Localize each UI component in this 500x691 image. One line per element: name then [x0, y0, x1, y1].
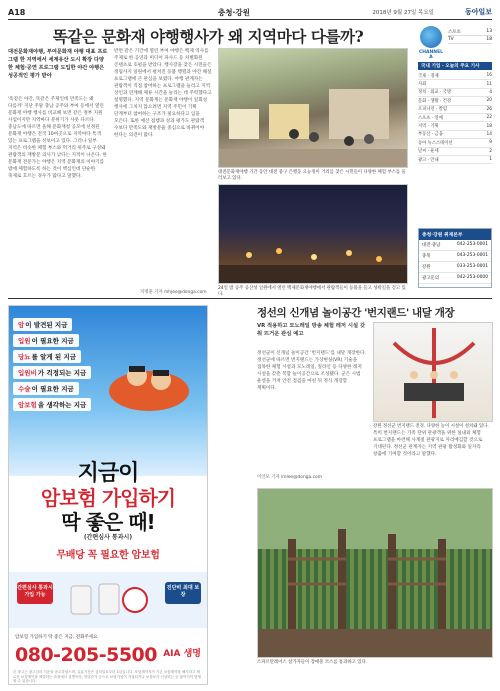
ad-headline-2: 암보험 가입하기 [40, 486, 176, 510]
ad-pill-6: 암보험 을 생각하는 지금 [13, 398, 91, 411]
ad-phone-number[interactable]: 080-205-5500 [15, 644, 157, 666]
page-number: A18 [8, 7, 26, 17]
article2-subhead: VR 적용하고 모노레일 방송 체험 레저 시설 갖춰 뜨거운 관심 예고 [257, 323, 366, 337]
race-photo-caption: 스파르탄레이스 참가자들이 장애물 코스를 통과하고 있다. [257, 660, 368, 665]
index-tag[interactable]: 스포츠 13 [448, 29, 492, 35]
insurance-ad[interactable] [8, 305, 208, 685]
bungee-ride-graphic [374, 323, 493, 422]
index-row[interactable]: 사회 11 [418, 81, 492, 88]
article1-body-col1: '똑같은 야간, 똑같은 주제인데 만족도는 왜 다를까' 지난 주말 충남 공주와 부여 등에서 열린 문화재 야행 행사를 비교해 보면 같은 정부 지원 사업이지만 지역마다 분위기가 사뭇 다르다. 충남도에 따르면 올해 문화재청 공모에 선정된 문화재 야행은 전국 10여곳으로 지역마다 특색 있는 프로그램을 선보이고 있다. 그러나 일부 지역은 비슷한 체험 부스와 먹거리 위주로 구성돼 관람객의 재방문 의사가 낮다는 지적이 나온다. 한 문화재 전문가는 야행은 지역 문화재의 이야기를 밤에 체험하도록 하는 것이 핵심인데 단순한 축제로 흐르는 경우가 많다고 말했다. [8, 97, 107, 179]
index-row[interactable]: 국제 · 경제 16 [418, 73, 492, 79]
night-festival-photo [218, 184, 408, 284]
article1-byline: 지명훈 기자 mhjee@donga.com [140, 290, 207, 295]
ride-photo-caption: 강원 정선군 번지랜드 전경. 다양한 놀이 시설이 설치돼 있다. [373, 424, 489, 429]
ad-headline-note: (간편심사 통과시) [83, 534, 133, 541]
festival-street-photo [218, 48, 408, 168]
ad-hot-box-1: 간편심사 통과시 가입 가능 [17, 582, 53, 604]
article1-body-col2: 반면 같은 기간에 열린 부여 야행은 백제 역사를 주제로 한 공연과 미디어 파사드 등 차별화된 콘텐츠로 호평을 받았다. 행사장을 찾은 시민들은 정림사지 일원에서 펼쳐진 등불 행렬과 야간 해설 프로그램에 큰 관심을 보였다. 야행 관계자는 관람객이 직접 참여하는 프로그램을 늘리고 지역 상인과 연계해 체류 시간을 늘리는 데 주력했다고 설명했다. 지역 문화계는 문화재 야행이 일회성 행사에 그치지 않으려면 지역 주민이 기획 단계부터 참여하는 구조가 필요하다고 입을 모은다. 또한 예산 집행과 성과 평가도 관람객 수보다 만족도와 재방문율 중심으로 바뀌어야 한다는 의견이 많다. [114, 49, 212, 138]
ad-product-icons [69, 578, 149, 622]
contact-line: 광고문의 042-253-0000 [419, 273, 491, 284]
obstacle-race-graphic [258, 489, 493, 658]
photo1-caption: 대전문화재야행 기간 동안 대전 중구 은행동 으능정이 거리를 찾은 시민들이 다양한 체험 부스를 둘러보고 있다. [218, 170, 406, 181]
ad-foot-text: 암보험 가입하기 딱 좋은 지금, 전화주세요 [15, 635, 98, 640]
index-list [418, 72, 492, 164]
ad-hot-box-2: 진단비 최대 보장 [165, 582, 201, 604]
article1-lead: 대전문화재야행, 부여문화재 야행 대표 프로그램 한 지역에서 세계유산 도시 확장 다양한 체험·공연 프로그램 도입한 야간 야행은 성공적인 평가 받아 [8, 49, 108, 79]
channel-a-logo-icon [420, 26, 442, 48]
index-row[interactable]: 정치 · 외교 · 국방 4 [418, 89, 492, 96]
index-row[interactable]: 광고 · 안내 1 [418, 157, 492, 163]
ad-pill-4: 입원비 가 걱정되는 지금 [13, 366, 91, 379]
header-rule [8, 19, 492, 20]
photo2-caption: 24일 밤 공주 공산성 일원에서 열린 백제문화재야행에서 관람객들이 등불을 들고 성곽길을 걷고 있다. [218, 286, 406, 297]
index-tag[interactable]: TV 18 [448, 37, 492, 42]
ad-pill-2: 입원 이 필요한 지금 [13, 334, 79, 347]
section-rule [8, 298, 492, 299]
bungee-ride-photo [373, 322, 493, 422]
index-row[interactable]: 부동산 · 금융 14 [418, 131, 492, 138]
bureau-contact-box [418, 228, 492, 288]
night-festival-graphic [219, 185, 408, 284]
index-row[interactable]: 스포츠 · 연예 22 [418, 115, 492, 121]
festival-street-graphic [219, 49, 408, 168]
ad-pill-3: 당뇨 를 알게 된 지금 [13, 350, 81, 363]
article2-headline: 정선의 신개념 놀이공간 '번지랜드' 내달 개장 [257, 307, 455, 319]
contact-title: 충청·강원 취재본부 [419, 229, 491, 240]
index-row[interactable]: 동아 뉴스스테이션 9 [418, 140, 492, 146]
channel-a-logo-text: CHANNEL A [418, 50, 444, 60]
ad-product-name: 무배당 꼭 필요한 암보험 [56, 550, 160, 561]
ad-pill-5: 수술 이 필요한 지금 [13, 382, 79, 395]
index-row[interactable]: 문화 · 생활 · 건강 20 [418, 98, 492, 104]
ad-pill-1: 암 이 발견된 지금 [13, 318, 72, 331]
index-row[interactable]: 지역 · 기획 18 [418, 123, 492, 130]
skydiver-icon [99, 346, 199, 436]
ad-fine-print: 본 광고는 광고심의 기준을 준수하였으며, 유효기간은 심의일로부터 1년입니다. 보험계약자가 기존 보험계약을 해지하고 새로운 보험계약을 체결하는 과정에서 질병이력, 연령증가 등으로 보험가입이 거절되거나 보험료가 인상되는 등 불이익이 발생할 수 있습니다. [13, 670, 202, 683]
index-row[interactable]: 날씨 · 운세 2 [418, 148, 492, 155]
newspaper-brand: 동아일보 [464, 8, 492, 16]
article2-body-2: 특히 번지랜드는 가족 단위 관광객을 위한 실내외 체험 프로그램을 마련해 사계절 관광지로 자리매김할 것으로 기대된다. 정선군 관계자는 지역 관광 활성화와 일자리 창출에 기여할 것이라고 말했다. [373, 431, 483, 457]
ad-headline-3: 딱 좋은 때! [61, 510, 155, 534]
page-index [418, 22, 492, 227]
article2-byline: 이인모 기자 imlee@donga.com [257, 475, 323, 480]
index-band: 국내 기업 · 오늘의 주요 기사 [418, 62, 492, 70]
contact-line: 대전·충남 042-253-0001 [419, 240, 491, 251]
article2-body: 정선군이 신개념 놀이공간 '번지랜드'를 내달 개장한다. 정선군에 따르면 번지랜드는 가상현실(VR) 기술을 접목한 체험 시설과 모노레일, 짚라인 등 다양한 레저 시설을 갖춘 복합 놀이공간으로 조성됐다. 군은 시범 운영을 거쳐 안전 점검을 마친 뒤 정식 개장할 계획이다. [257, 351, 366, 391]
index-tags [448, 28, 492, 44]
index-row[interactable]: 오피니언 · 칼럼 26 [418, 106, 492, 113]
contact-line: 강원 033-253-0001 [419, 262, 491, 273]
obstacle-race-photo [257, 488, 493, 658]
ad-headline-1: 지금이 [77, 461, 139, 486]
contact-line: 충북 043-253-0001 [419, 251, 491, 262]
ad-brand: AIA 생명 [163, 649, 201, 659]
article1-headline: 똑같은 문화재 야행행사가 왜 지역마다 다를까? [52, 27, 364, 46]
section-name: 충청·강원 [218, 7, 250, 17]
page-header [8, 6, 492, 18]
issue-date: 2018년 9월 27일 목요일 [372, 10, 434, 16]
